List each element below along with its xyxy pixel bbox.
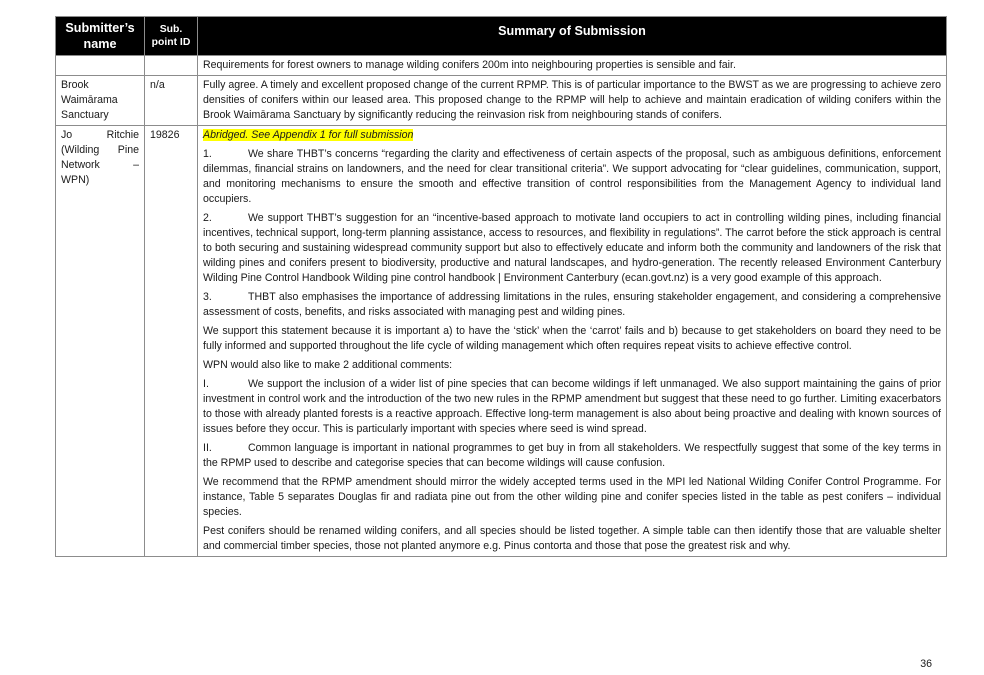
summary-paragraph [203,441,941,471]
header-sub-point-id: Sub. point ID [145,17,198,56]
summary-text: Fully agree. A timely and excellent proposed change of the current RPMP. This is of particular importance to the BWST as we are progressing to achieve zero densities of conifers within our leased area. This proposed change to the RPMP will help to achieve and maintain eradication of wilding conifers within the Brook Waimārama Sanctuary by significantly reducing the reinvasion risk from neighbouring stands of conifers. [203,79,941,121]
paragraph-text: Common language is important in national programmes to get buy in from all stakeholders. We respectfully suggest that some of the key terms in the RPMP used to describe and categorise species that can become wildings will cause confusion. [203,442,941,469]
summary-paragraph [203,211,941,286]
paragraph-number: I. [203,378,209,390]
paragraph-text: We share THBT’s concerns “regarding the clarity and effectiveness of certain aspects of the proposal, such as ambiguous definitions, enforcement dilemmas, financial strains on landowners, and the need for clear transitional criteria”. We support advocating for “clear guidelines, communication, support, and monitoring mechanisms to ensure the smooth and effective transition of control responsibilities from the Management Agency to individual land occupiers. [203,148,941,205]
summary-paragraph: WPN would also like to make 2 additional comments: [203,359,453,371]
header-submitter-name: Submitter’s name [56,17,145,56]
paragraph-number: 2. [203,212,212,224]
name-cell [56,56,145,76]
paragraph-number: 1. [203,148,212,160]
submissions-table [55,16,947,557]
table-row [56,56,947,76]
paragraph-text: THBT also emphasises the importance of addressing limitations in the rules, ensuring stakeholder engagement, and considering a comprehensive assessment of costs, benefits, and risks associated with managing pest and wilding pines. [203,291,941,318]
summary-paragraph: Pest conifers should be renamed wilding conifers, and all species should be listed together. A simple table can then identify those that are valuable shelter and commercial timber species, those not planted anymore e.g. Pinus contorta and those that pose the greatest risk and why. [203,525,941,552]
table-row [56,76,947,126]
header-summary: Summary of Submission [198,17,947,56]
summary-paragraph [203,290,941,320]
paragraph-number: II. [203,442,212,454]
paragraph-text: We support the inclusion of a wider list of pine species that can become wildings if left unmanaged. We also support maintaining the gains of prior investment in control work and the introduction of the two new rules in the RPMP amendment but suggest that these need to go further. Limiting exacerbators to those with already planted forests is a reactive approach. Effective long-term management is also about being proactive and dealing with known sources of issues before they occur. This is particularly important with species where seed is wind spread. [203,378,941,435]
name-cell: Jo Ritchie (Wilding Pine Network – WPN) [56,126,145,557]
point-id-cell [145,56,198,76]
point-id-cell: n/a [145,76,198,126]
summary-cell [198,56,947,76]
summary-text: Requirements for forest owners to manage wilding conifers 200m into neighbouring properties is sensible and fair. [203,59,736,71]
paragraph-number: 3. [203,291,212,303]
point-id-cell: 19826 [145,126,198,557]
summary-paragraph: We support this statement because it is important a) to have the ‘stick’ when the ‘carrot’ fails and b) because to get stakeholders on board they need to be fully informed and supported throughout the life cycle of wilding management which often requires repeat visits to achieve effective control. [203,325,941,352]
table-row [56,126,947,557]
highlighted-note: Abridged. See Appendix 1 for full submission [203,129,414,141]
page-number: 36 [920,658,932,670]
summary-paragraph: We recommend that the RPMP amendment should mirror the widely accepted terms used in the MPI led National Wilding Conifer Control Programme. For instance, Table 5 separates Douglas fir and radiata pine out from the other wilding pine and conifer species listed in the table as pest conifers – individual species. [203,476,941,518]
paragraph-text: We support THBT’s suggestion for an “incentive-based approach to motivate land occupiers to act in controlling wilding pines, including financial incentives, technical support, long-term planning assistance, access to resources, and flexibility in regulations”. The carrot before the stick approach is central to both securing and sustaining widespread community support but also to effectively educate and inform both the community and landowners of the risk that wilding pines and conifers present to biodiversity, productive and natural landscapes, and hydro-generation. The recently released Environment Canterbury Wilding Pine Control Handbook Wilding pine control handbook | Environment Canterbury (ecan.govt.nz) is a very good example of this approach. [203,212,941,284]
summary-cell [198,76,947,126]
summary-paragraph [203,377,941,437]
summary-paragraph [203,147,941,207]
table-header-row [56,17,947,56]
summary-cell [198,126,947,557]
abridged-note [203,128,941,143]
name-cell: Brook Waimārama Sanctuary [56,76,145,126]
